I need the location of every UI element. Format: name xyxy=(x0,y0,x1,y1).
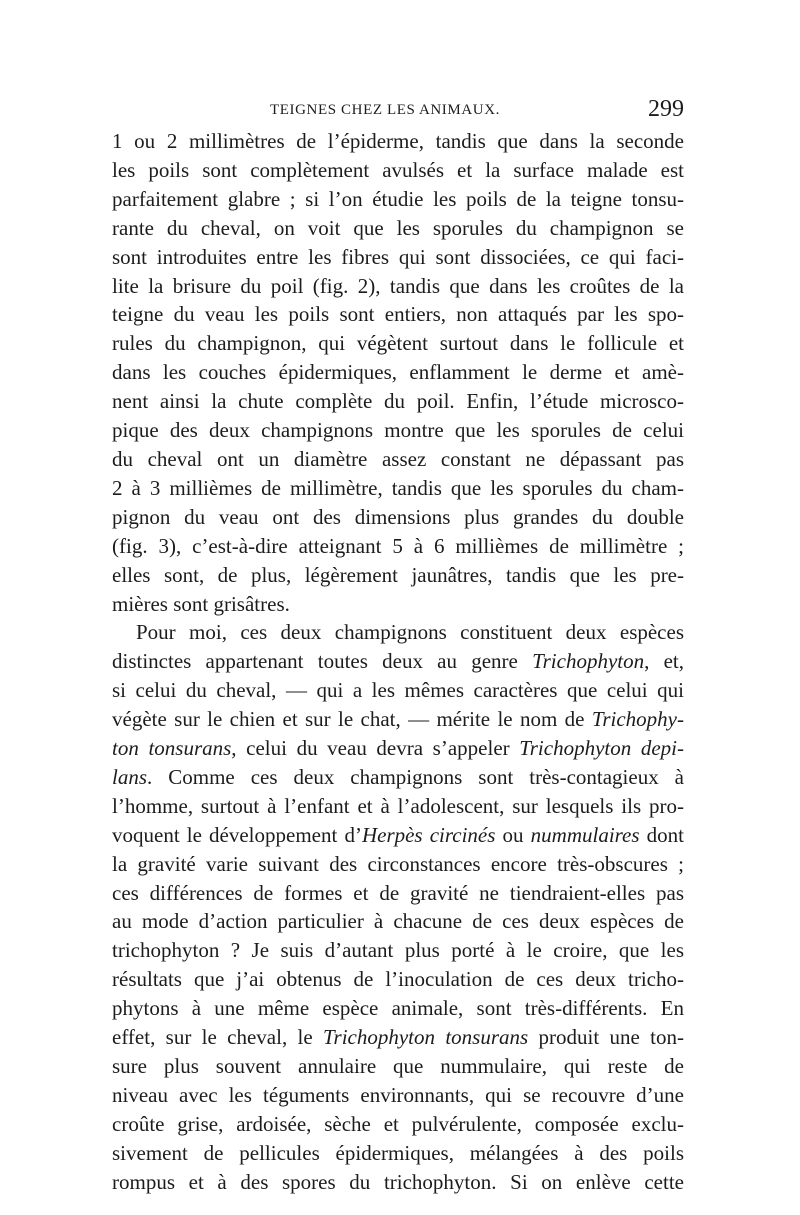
text-segment: mières sont grisâtres. xyxy=(112,591,290,616)
text-segment: , celui du veau devra s’appeler xyxy=(231,736,520,761)
text-line xyxy=(112,821,684,850)
text-segment: si celui du cheval, — qui a les mêmes caractères que celui qui xyxy=(112,678,684,703)
text-segment: distinctes appartenant toutes deux au genre xyxy=(112,649,533,674)
text-segment: phytons à une même espèce animale, sont très-différents. En xyxy=(112,996,684,1021)
text-line xyxy=(112,1110,684,1139)
text-segment: (fig. 3), c’est-à-dire atteignant 5 à 6 millièmes de millimètre ; xyxy=(112,533,684,558)
text-line xyxy=(112,936,684,965)
text-segment: résultats que j’ai obtenus de l’inoculation de ces deux tricho- xyxy=(112,967,684,992)
text-segment: les poils sont complètement avulsés et la surface malade est xyxy=(112,157,684,182)
text-segment: Pour moi, ces deux champignons constituent deux espèces xyxy=(136,620,684,645)
text-line xyxy=(112,994,684,1023)
text-line xyxy=(112,676,684,705)
text-line xyxy=(112,907,684,936)
text-line xyxy=(112,185,684,214)
text-line xyxy=(112,300,684,329)
text-line xyxy=(112,243,684,272)
text-segment: effet, sur le cheval, le xyxy=(112,1025,324,1050)
text-line xyxy=(112,156,684,185)
text-segment: dans les couches épidermiques, enflamment le derme et amè- xyxy=(112,360,684,385)
text-line xyxy=(112,214,684,243)
text-segment: croûte grise, ardoisée, sèche et pulvérulente, composée exclu- xyxy=(112,1111,684,1136)
text-line xyxy=(112,1139,684,1168)
text-line xyxy=(112,1168,684,1197)
text-line xyxy=(112,127,684,156)
text-segment: sure plus souvent annulaire que nummulaire, qui reste de xyxy=(112,1054,684,1078)
text-line xyxy=(112,561,684,590)
text-segment: ou xyxy=(495,822,531,847)
text-segment: ces différences de formes et de gravité ne tiendraient-elles pas xyxy=(112,880,684,905)
text-segment: la gravité varie suivant des circonstances encore très-obscures ; xyxy=(112,851,684,876)
text-segment: voquent le développement d’ xyxy=(112,822,362,847)
text-line xyxy=(112,965,684,994)
text-segment: l’homme, surtout à l’enfant et à l’adolescent, sur lesquels ils pro- xyxy=(112,793,684,818)
text-segment: parfaitement glabre ; si l’on étudie les poils de la teigne tonsu- xyxy=(112,186,684,211)
text-segment: sont introduites entre les fibres qui sont dissociées, ce qui faci- xyxy=(112,244,684,269)
text-segment: trichophyton ? Je suis d’autant plus porté à le croire, que les xyxy=(112,938,684,963)
text-segment: pignon du veau ont des dimensions plus grandes du double xyxy=(112,504,684,529)
text-line xyxy=(112,647,684,676)
text-segment: rante du cheval, on voit que les sporules du champignon se xyxy=(112,215,684,240)
text-segment: nent ainsi la chute complète du poil. Enfin, l’étude microsco- xyxy=(112,389,684,414)
text-segment: du cheval ont un diamètre assez constant ne dépassant pas xyxy=(112,446,684,471)
text-segment: 1 ou 2 millimètres de l’épiderme, tandis que dans la seconde xyxy=(112,129,684,153)
text-segment: rompus et à des spores du trichophyton. Si on enlève cette xyxy=(112,1169,684,1194)
text-line xyxy=(112,1023,684,1052)
text-line xyxy=(112,416,684,445)
text-segment: au mode d’action particulier à chacune de ces deux espèces de xyxy=(112,909,684,934)
text-line xyxy=(112,503,684,532)
text-line xyxy=(112,618,684,647)
text-segment: dont xyxy=(639,822,684,847)
italic-term: Trichophyton xyxy=(532,649,645,674)
text-line xyxy=(112,532,684,561)
text-line xyxy=(112,272,684,301)
text-segment: teigne du veau les poils sont entiers, non attaqués par les spo- xyxy=(112,302,684,327)
text-line xyxy=(112,1081,684,1110)
text-segment: , et, xyxy=(644,649,684,674)
text-line xyxy=(112,387,684,416)
running-title: TEIGNES CHEZ LES ANIMAUX. xyxy=(270,102,500,118)
running-head xyxy=(112,98,684,128)
page-number: 299 xyxy=(648,96,684,122)
text-line xyxy=(112,474,684,503)
text-line xyxy=(112,763,684,792)
italic-term: nummulaires xyxy=(530,822,640,847)
italic-term: lans xyxy=(112,764,148,789)
text-line xyxy=(112,792,684,821)
text-segment: . Comme ces deux champignons sont très-contagieux à xyxy=(147,764,684,789)
text-segment: sivement de pellicules épidermiques, mélangées à des poils xyxy=(112,1140,684,1165)
text-segment: niveau avec les téguments environnants, qui se recouvre d’une xyxy=(112,1082,684,1107)
italic-term: Herpès circinés xyxy=(361,822,496,847)
text-segment: lite la brisure du poil (fig. 2), tandis que dans les croûtes de la xyxy=(112,273,684,298)
text-line xyxy=(112,734,684,763)
text-segment: elles sont, de plus, légèrement jaunâtres, tandis que les pre- xyxy=(112,562,684,587)
text-line xyxy=(112,590,684,619)
text-line xyxy=(112,358,684,387)
italic-term: Trichophy- xyxy=(591,707,684,732)
text-line xyxy=(112,445,684,474)
italic-term: Trichophyton depi- xyxy=(519,736,684,761)
text-line xyxy=(112,879,684,908)
text-line xyxy=(112,329,684,358)
text-line xyxy=(112,705,684,734)
text-line xyxy=(112,850,684,879)
text-segment: pique des deux champignons montre que les sporules de celui xyxy=(112,418,684,443)
text-segment: rules du champignon, qui végètent surtout dans le follicule et xyxy=(112,331,684,356)
italic-term: ton tonsurans xyxy=(112,736,232,761)
text-line xyxy=(112,1052,684,1081)
body-text xyxy=(112,127,684,1197)
text-segment: végète sur le chien et sur le chat, — mérite le nom de xyxy=(112,707,592,732)
italic-term: Trichophyton tonsurans xyxy=(323,1025,529,1050)
text-segment: produit une ton- xyxy=(528,1025,684,1050)
text-segment: 2 à 3 millièmes de millimètre, tandis que les sporules du cham- xyxy=(112,475,684,500)
